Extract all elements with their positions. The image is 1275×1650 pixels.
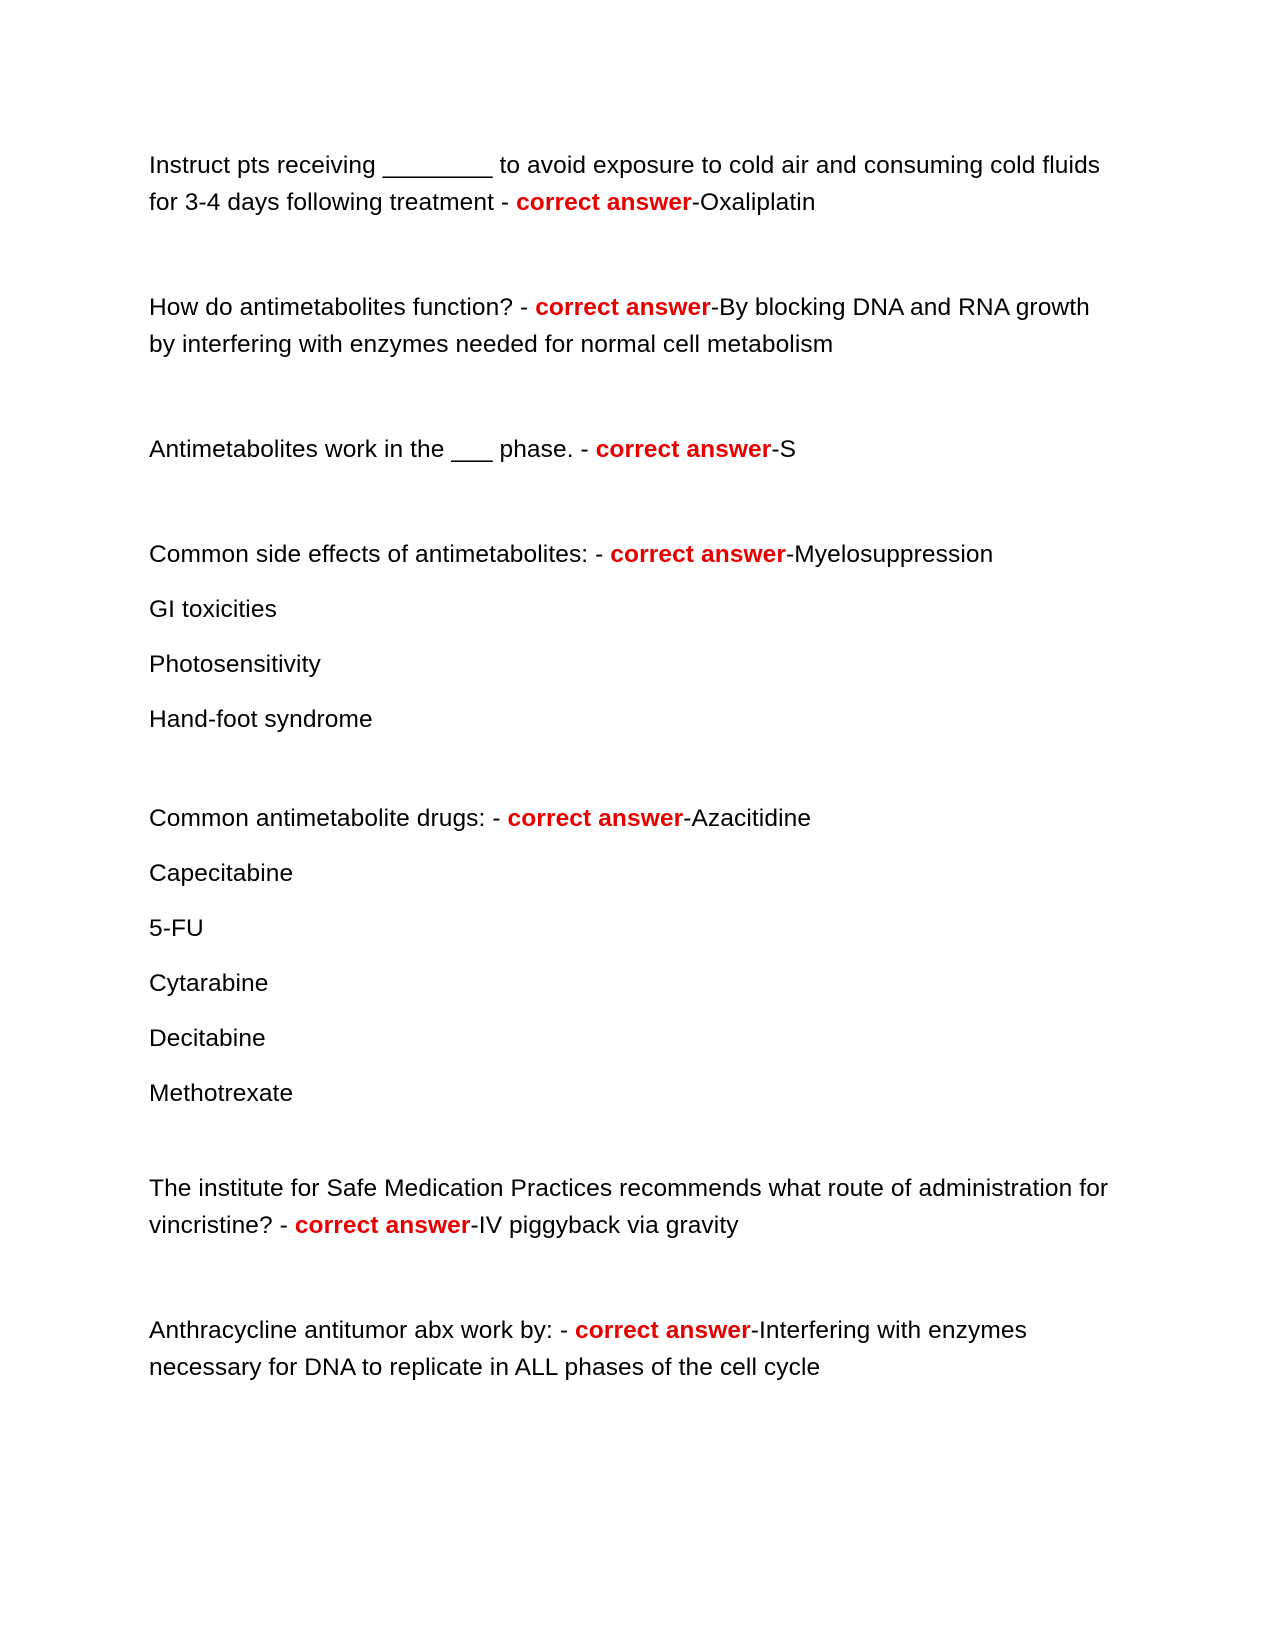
qa-paragraph — [149, 800, 1109, 837]
answer-label: correct answer — [507, 805, 684, 832]
answer-text: -S — [771, 436, 797, 463]
answer-text: -IV piggyback via gravity — [470, 1212, 739, 1239]
qa-paragraph — [149, 431, 1109, 468]
qa-item-2 — [149, 289, 1109, 363]
qa-paragraph — [149, 147, 1109, 221]
question-text: The institute for Safe Medication Practices recommends what route of administration for vincristine? - — [149, 1175, 1109, 1239]
answer-label: correct answer — [294, 1212, 471, 1239]
question-text: Anthracycline antitumor abx work by: - — [149, 1317, 576, 1344]
qa-paragraph — [149, 1312, 1109, 1386]
answer-label: correct answer — [535, 294, 711, 321]
qa-paragraph — [149, 1170, 1109, 1244]
answer-text: -Interfering with enzymes necessary for DNA to replicate in ALL phases of the cell cycle — [149, 1317, 1027, 1381]
question-text: How do antimetabolites function? - — [149, 294, 536, 321]
qa-item-7 — [149, 1312, 1109, 1386]
answer-line: Photosensitivity — [149, 651, 321, 678]
qa-item-6 — [149, 1170, 1109, 1244]
question-text: Instruct pts receiving ________ to avoid exposure to cold air and consuming cold fluids for 3-4 days following treatment - — [149, 152, 1101, 216]
answer-text: -Myelosuppression — [786, 541, 994, 568]
answer-line: Capecitabine — [149, 860, 294, 887]
answer-label: correct answer — [575, 1317, 751, 1344]
answer-line: Decitabine — [149, 1025, 266, 1052]
qa-item-1 — [149, 147, 1109, 221]
question-text: Antimetabolites work in the ___ phase. - — [149, 436, 596, 463]
answer-line: Cytarabine — [149, 970, 269, 997]
answer-label: correct answer — [516, 189, 692, 216]
answer-line: Hand-foot syndrome — [149, 706, 373, 733]
question-text: Common side effects of antimetabolites: - — [149, 541, 611, 568]
answer-label: correct answer — [595, 436, 772, 463]
qa-item-4 — [149, 536, 1109, 738]
answer-text: -By blocking DNA and RNA growth by interfering with enzymes needed for normal cell metabolism — [149, 294, 1090, 358]
answer-line: Methotrexate — [149, 1080, 294, 1107]
qa-paragraph — [149, 536, 1109, 573]
qa-item-5 — [149, 800, 1109, 1112]
answer-label: correct answer — [610, 541, 787, 568]
qa-paragraph — [149, 289, 1109, 363]
answer-text: -Oxaliplatin — [691, 189, 816, 216]
answer-text: -Azacitidine — [683, 805, 812, 832]
qa-item-3 — [149, 431, 1109, 468]
answer-line: GI toxicities — [149, 596, 277, 623]
answer-line: 5-FU — [149, 915, 204, 942]
question-text: Common antimetabolite drugs: - — [149, 805, 508, 832]
